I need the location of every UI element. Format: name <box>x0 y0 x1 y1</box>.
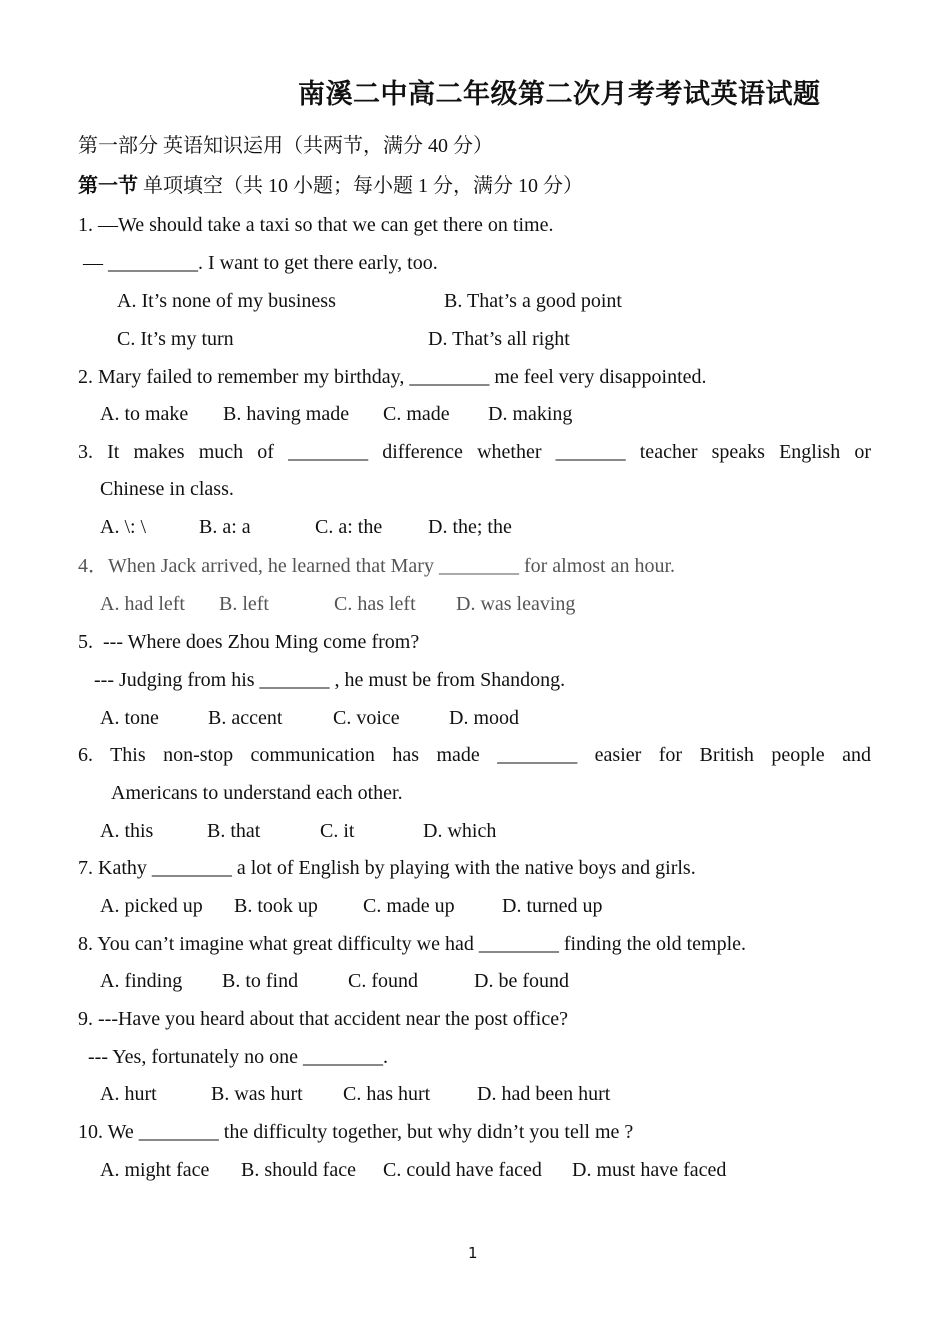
question-10-option-c: C. could have faced <box>383 1159 542 1181</box>
question-5-option-a: A. tone <box>100 707 159 729</box>
question-4-option-c: C. has left <box>334 593 416 615</box>
question-2-option-d: D. making <box>488 403 573 425</box>
question-6-stem-cont: Americans to understand each other. <box>111 782 403 804</box>
question-6-option-a: A. this <box>100 820 154 842</box>
question-5-stem: 5. --- Where does Zhou Ming come from? <box>78 631 420 653</box>
question-8-stem: 8. You can’t imagine what great difficulty we had ________ finding the old temple. <box>78 933 747 955</box>
page-number: 1 <box>468 1244 478 1262</box>
question-1-option-a: A. It’s none of my business <box>117 290 336 312</box>
section-heading <box>78 173 583 199</box>
question-1-response: — _________. I want to get there early, too. <box>78 252 438 274</box>
question-9-option-d: D. had been hurt <box>477 1083 611 1105</box>
question-10-stem: 10. We ________ the difficulty together, but why didn’t you tell me ? <box>78 1121 634 1143</box>
question-9-response: --- Yes, fortunately no one ________. <box>88 1046 388 1068</box>
question-10-option-d: D. must have faced <box>572 1159 727 1181</box>
question-3-stem: 3. It makes much of ________ difference whether _______ teacher speaks English or <box>78 441 871 463</box>
question-5-option-c: C. voice <box>333 707 400 729</box>
question-3-option-b: B. a: a <box>199 516 251 538</box>
question-3-option-a: A. \: \ <box>100 516 147 538</box>
question-1-stem: 1. —We should take a taxi so that we can get there on time. <box>78 214 554 236</box>
section-label: 第一节 <box>78 175 138 197</box>
question-6-option-c: C. it <box>320 820 355 842</box>
question-2-option-a: A. to make <box>100 403 189 425</box>
question-2-stem: 2. Mary failed to remember my birthday, ________ me feel very disappointed. <box>78 366 707 388</box>
question-10-option-b: B. should face <box>241 1159 356 1181</box>
question-2-option-c: C. made <box>383 403 450 425</box>
question-7-option-a: A. picked up <box>100 895 203 917</box>
question-6-stem: 6. This non-stop communication has made ________ easier for British people and <box>78 744 871 766</box>
question-1-option-d: D. That’s all right <box>428 328 570 350</box>
question-7-stem: 7. Kathy ________ a lot of English by playing with the native boys and girls. <box>78 857 696 879</box>
question-6-option-d: D. which <box>423 820 497 842</box>
question-1-option-b: B. That’s a good point <box>444 290 622 312</box>
question-1-option-c: C. It’s my turn <box>117 328 234 350</box>
question-3-stem-cont: Chinese in class. <box>100 478 234 500</box>
question-5-option-d: D. mood <box>449 707 519 729</box>
question-6-option-b: B. that <box>207 820 261 842</box>
question-7-option-d: D. turned up <box>502 895 603 917</box>
question-4-option-b: B. left <box>219 593 269 615</box>
question-9-option-b: B. was hurt <box>211 1083 303 1105</box>
question-8-option-a: A. finding <box>100 970 183 992</box>
question-7-option-b: B. took up <box>234 895 318 917</box>
part-heading: 第一部分 英语知识运用（共两节，满分 40 分） <box>78 135 493 157</box>
question-4-option-d: D. was leaving <box>456 593 576 615</box>
question-8-option-b: B. to find <box>222 970 299 992</box>
question-3-option-c: C. a: the <box>315 516 383 538</box>
question-9-option-a: A. hurt <box>100 1083 157 1105</box>
question-4-stem: 4．When Jack arrived, he learned that Mary ________ for almost an hour. <box>78 555 676 577</box>
question-4-option-a: A. had left <box>100 593 185 615</box>
question-5-response: --- Judging from his _______ , he must be from Shandong. <box>94 669 566 691</box>
question-3-option-d: D. the; the <box>428 516 512 538</box>
question-5-option-b: B. accent <box>208 707 283 729</box>
question-10-option-a: A. might face <box>100 1159 210 1181</box>
question-8-option-d: D. be found <box>474 970 569 992</box>
question-8-option-c: C. found <box>348 970 418 992</box>
page-title: 南溪二中高二年级第二次月考考试英语试题 <box>298 79 821 110</box>
question-2-option-b: B. having made <box>223 403 350 425</box>
question-9-stem: 9. ---Have you heard about that accident near the post office? <box>78 1008 568 1030</box>
question-7-option-c: C. made up <box>363 895 455 917</box>
question-9-option-c: C. has hurt <box>343 1083 431 1105</box>
section-description: 单项填空（共 10 小题；每小题 1 分，满分 10 分） <box>138 175 583 197</box>
